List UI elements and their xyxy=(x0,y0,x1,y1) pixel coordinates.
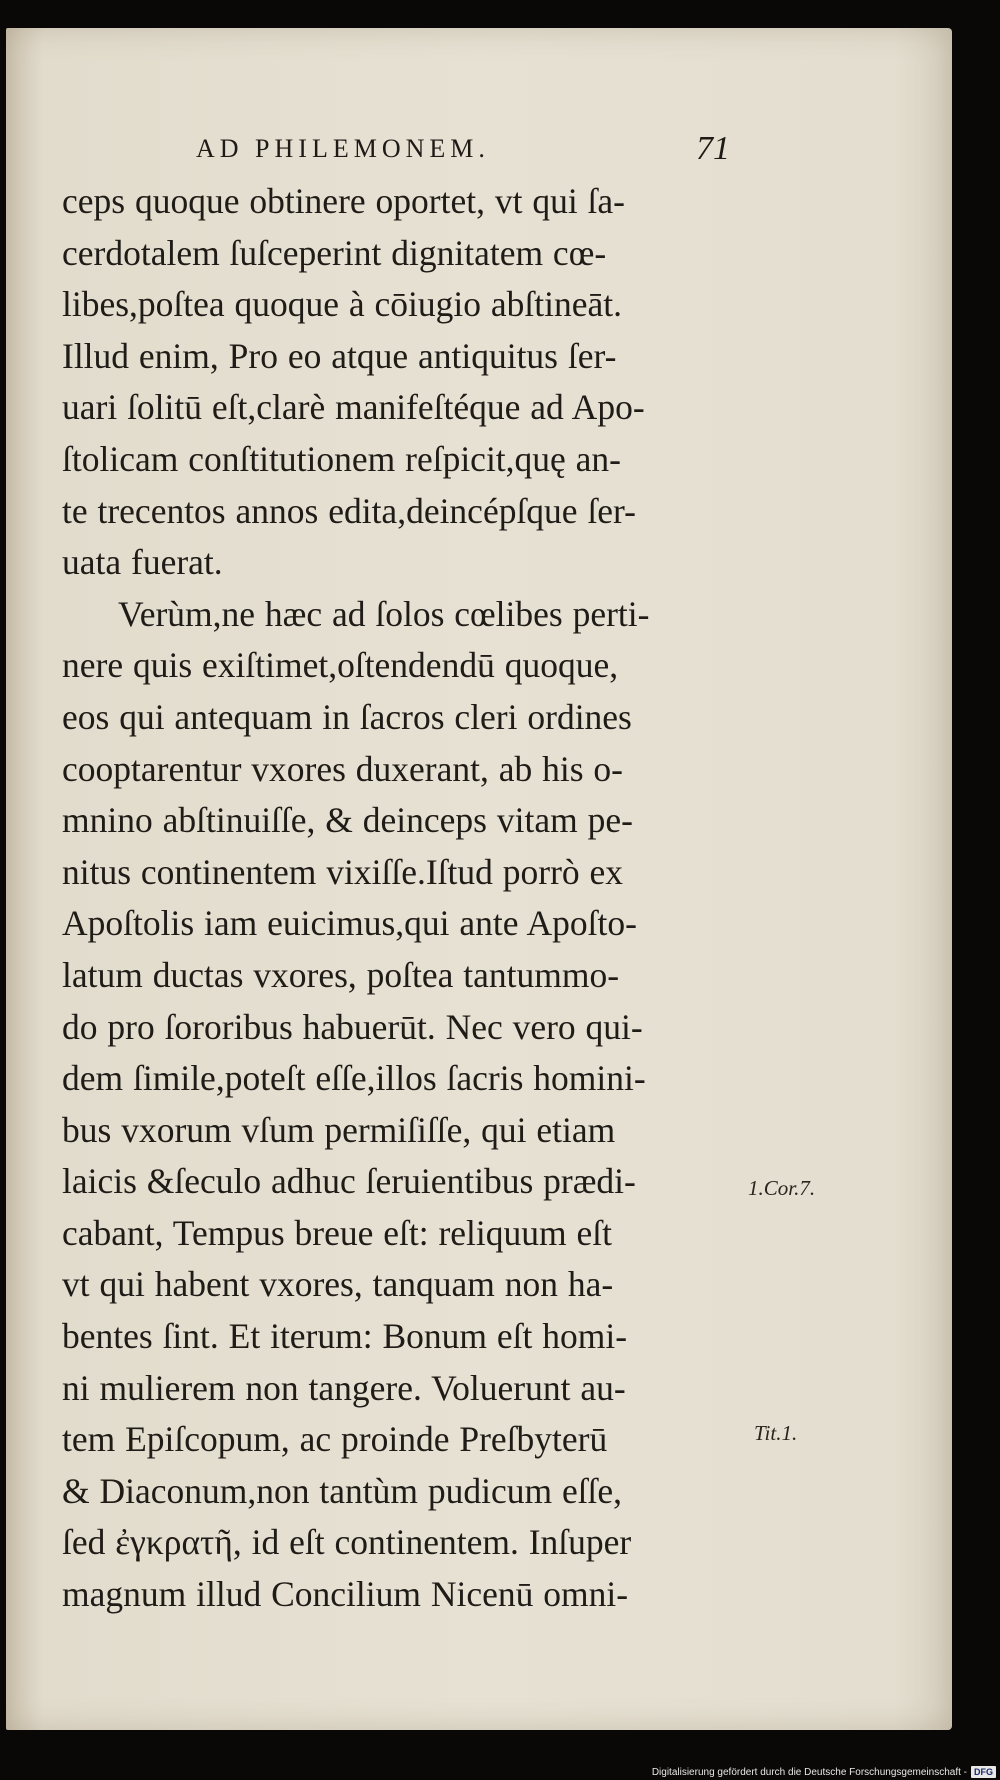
paragraph-start-line: Verùm,ne hæc ad ſolos cœlibes perti- xyxy=(118,593,650,634)
text-line: te trecentos annos edita,deincépſque ſer- xyxy=(62,490,636,531)
text-line: tem Epiſcopum, ac proinde Preſbyterū xyxy=(62,1419,608,1460)
text-line: bus vxorum vſum permiſiſſe, qui etiam xyxy=(62,1109,616,1150)
page-header xyxy=(6,120,952,180)
body-text xyxy=(62,176,747,1621)
dfg-logo: DFG xyxy=(971,1766,996,1778)
page-number: 71 xyxy=(696,130,730,167)
text-line: ni mulierem non tangere. Voluerunt au- xyxy=(62,1367,626,1408)
text-line: do pro ſororibus habuerūt. Nec vero qui- xyxy=(62,1006,643,1047)
marginal-reference-titus: Tit.1. xyxy=(754,1421,798,1445)
text-line: mnino abſtinuiſſe, & deinceps vitam pe- xyxy=(62,800,633,841)
text-line: bentes ſint. Et iterum: Bonum eſt homi- xyxy=(62,1316,628,1357)
text-line: ſtolicam conſtitutionem reſpicit,quę an- xyxy=(62,438,622,479)
digitization-credit xyxy=(652,1766,996,1778)
running-head: AD PHILEMONEM. xyxy=(196,134,490,163)
text-line: cabant, Tempus breue eſt: reliquum eſt xyxy=(62,1212,612,1253)
text-line: vt qui habent vxores, tanquam non ha- xyxy=(62,1264,614,1305)
text-line: nere quis exiſtimet,oſtendendū quoque, xyxy=(62,645,619,686)
text-line: latum ductas vxores, poſtea tantummo- xyxy=(62,954,620,995)
text-line: ſed ἐγκρατῆ, id eſt continentem. Inſuper xyxy=(62,1522,632,1563)
marginal-reference-corinthians: 1.Cor.7. xyxy=(748,1176,816,1200)
book-page xyxy=(6,28,952,1730)
text-line: laicis &ſeculo adhuc ſeruientibus prædi- xyxy=(62,1161,636,1202)
text-line: cerdotalem ſuſceperint dignitatem cœ- xyxy=(62,232,607,273)
text-line: uata fuerat. xyxy=(62,542,223,583)
text-line: nitus continentem vixiſſe.Iſtud porrò ex xyxy=(62,851,624,892)
text-line: Apoſtolis iam euicimus,qui ante Apoſto- xyxy=(62,903,637,944)
text-line: eos qui antequam in ſacros cleri ordines xyxy=(62,696,632,737)
credit-text: Digitalisierung gefördert durch die Deutsche Forschungsgemeinschaft - xyxy=(651,1766,967,1778)
text-line: ceps quoque obtinere oportet, vt qui ſa- xyxy=(62,181,625,221)
text-line: libes,poſtea quoque à cōiugio abſtineāt. xyxy=(62,284,623,325)
text-line: magnum illud Concilium Nicenū omni- xyxy=(62,1574,629,1615)
text-line: Illud enim, Pro eo atque antiquitus ſer- xyxy=(62,335,617,376)
text-line: uari ſolitū eſt,clarè manifeſtéque ad Apo- xyxy=(62,387,645,428)
text-line: cooptarentur vxores duxerant, ab his o- xyxy=(62,748,623,789)
text-line: dem ſimile,poteſt eſſe,illos ſacris homini- xyxy=(62,1058,646,1099)
text-line: & Diaconum,non tantùm pudicum eſſe, xyxy=(62,1470,623,1511)
